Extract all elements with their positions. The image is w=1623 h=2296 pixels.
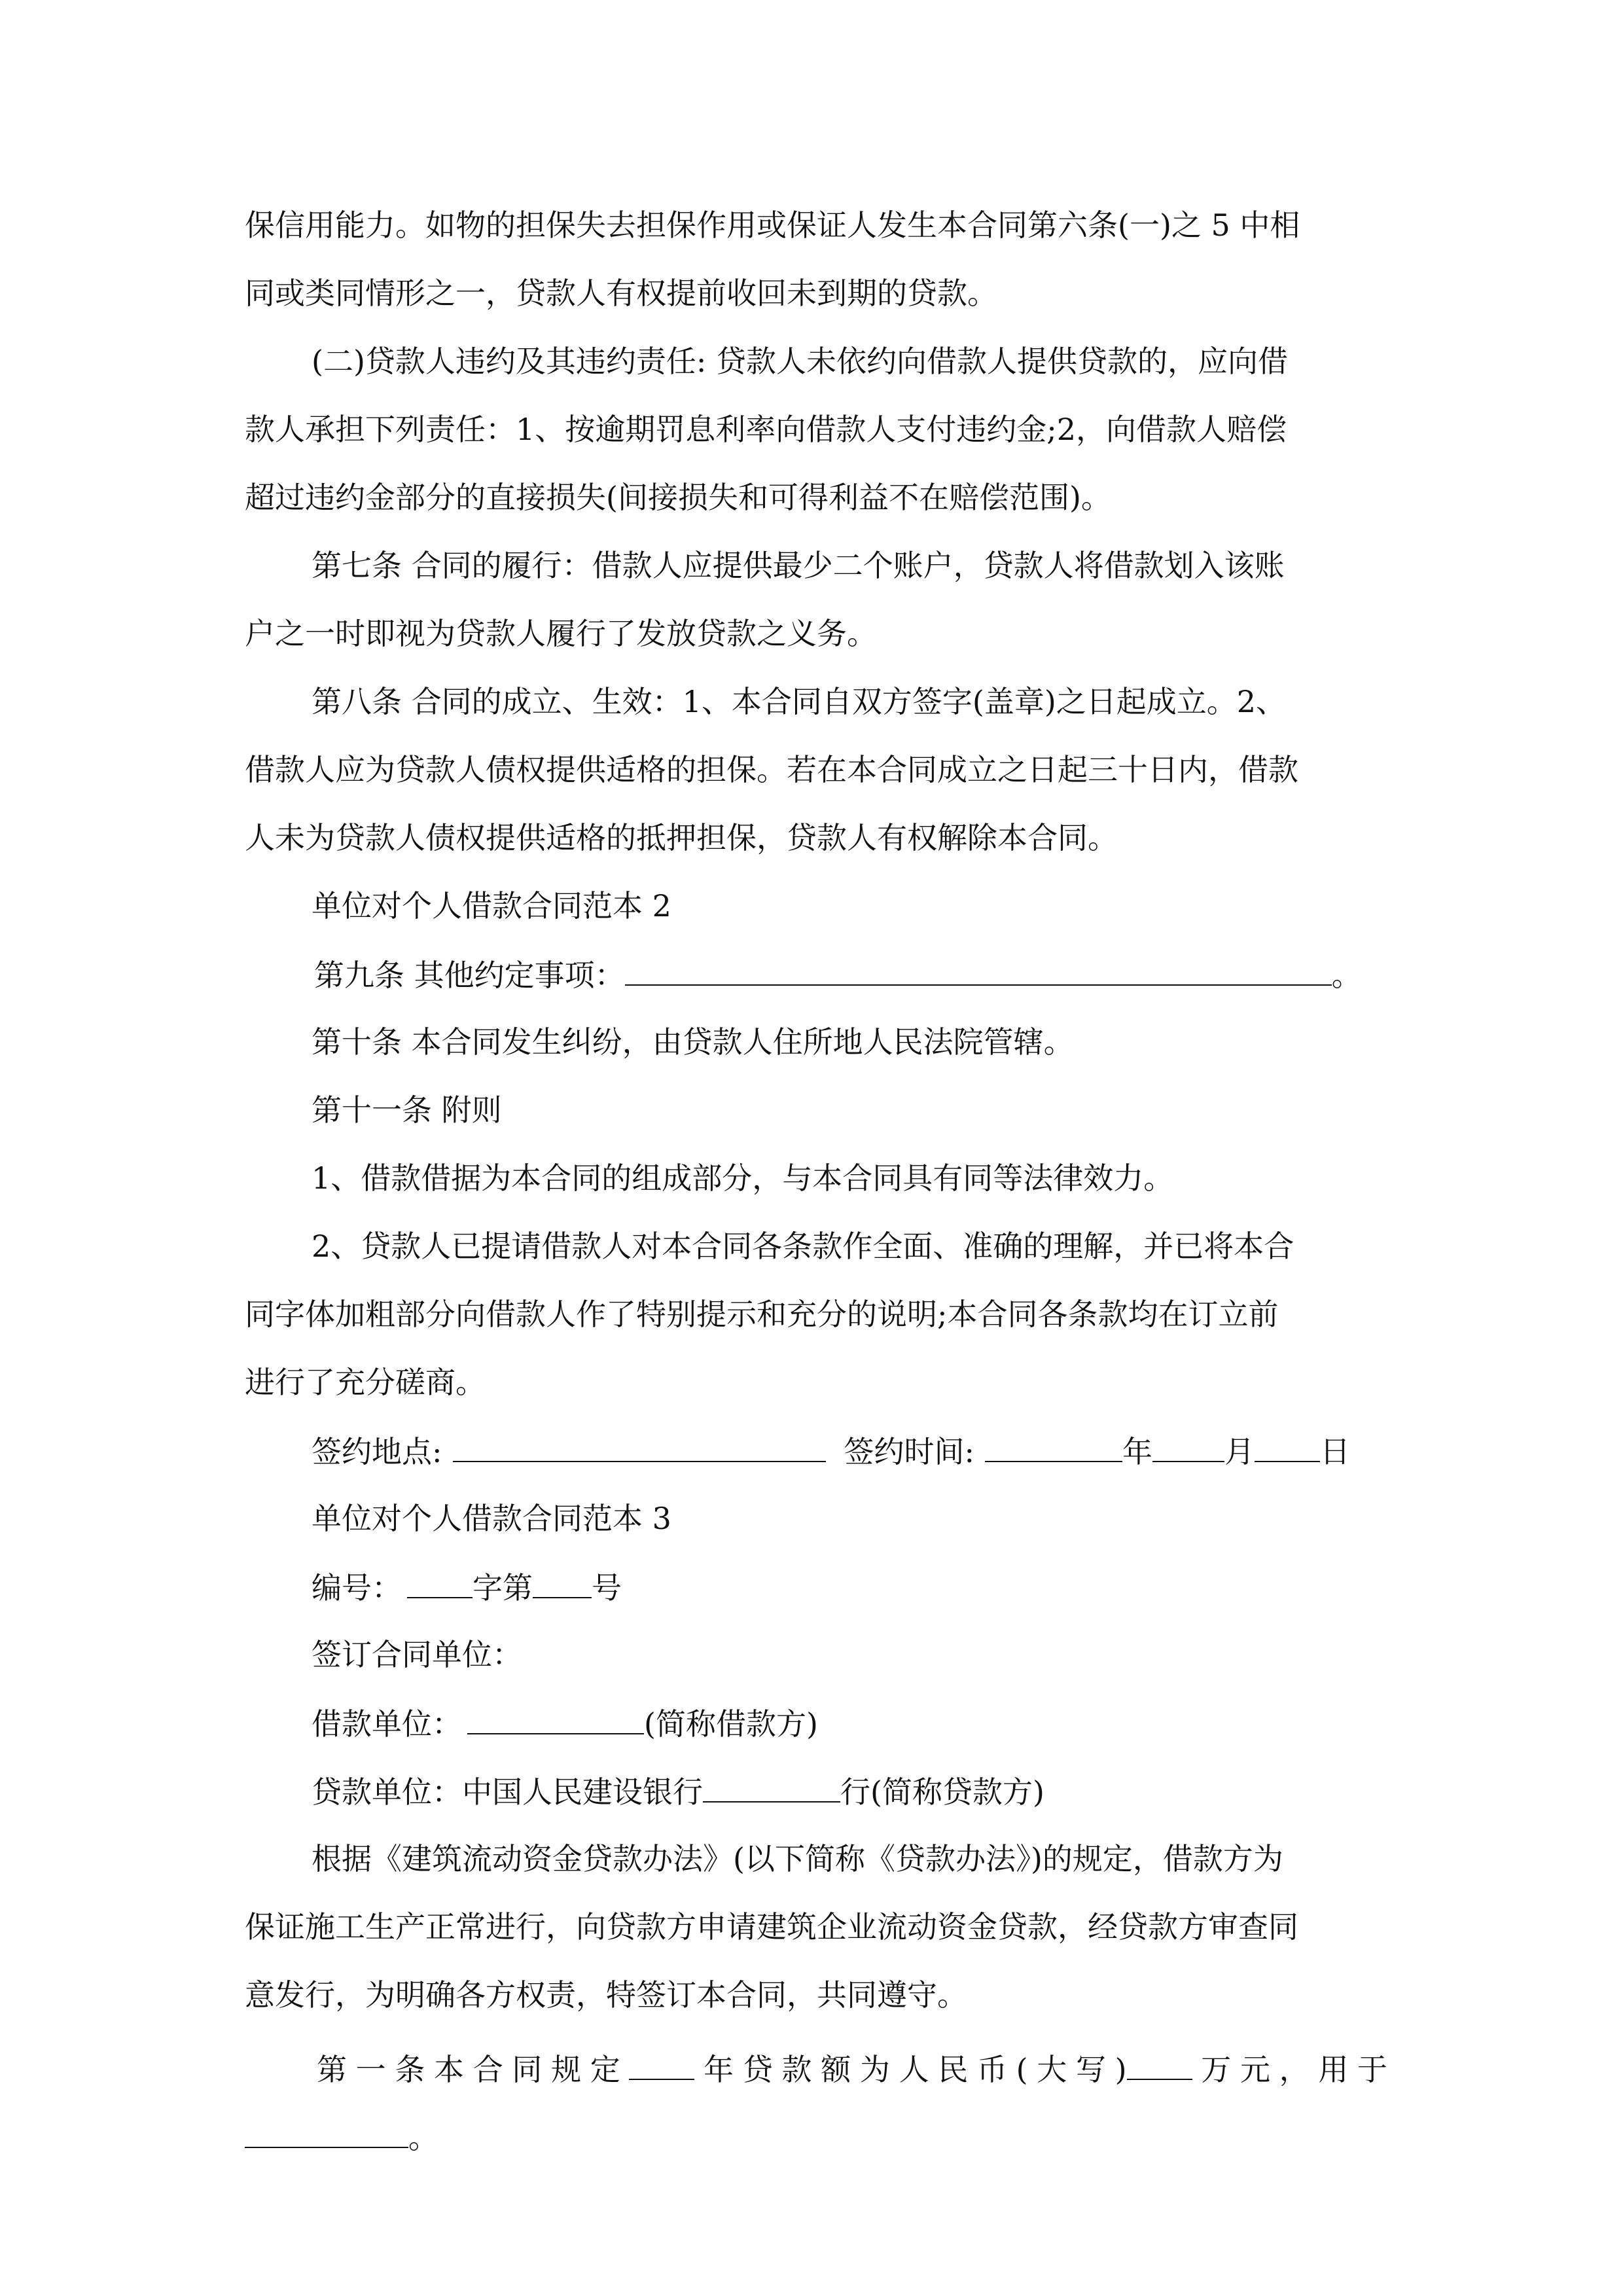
text-line: 超过违约金部分的直接损失(间接损失和可得利益不在赔偿范围)。 bbox=[245, 480, 1111, 515]
article-one-part: 万元，用于 bbox=[1192, 2052, 1388, 2087]
borrower-label: 借款单位： bbox=[312, 1706, 462, 1742]
article-one-part: 第一条本合同规定 bbox=[317, 2052, 630, 2087]
year-label: 年 bbox=[1122, 1434, 1152, 1469]
lender-blank bbox=[703, 1771, 840, 1803]
text-line: 人未为贷款人债权提供适格的抵押担保，贷款人有权解除本合同。 bbox=[245, 820, 1118, 855]
fill-blank bbox=[625, 954, 1332, 986]
text-line: 同字体加粗部分向借款人作了特别提示和充分的说明;本合同各条款均在订立前 bbox=[245, 1297, 1279, 1332]
text-line: 。 bbox=[408, 2120, 438, 2155]
year-blank bbox=[985, 1431, 1122, 1462]
text-line: 第九条 其他约定事项： bbox=[314, 958, 625, 993]
text-line: 1、借款借据为本合同的组成部分，与本合同具有同等法律效力。 bbox=[312, 1160, 1174, 1196]
purpose-line bbox=[245, 2117, 438, 2156]
text-line: 第十条 本合同发生纠纷，由贷款人住所地人民法院管辖。 bbox=[312, 1024, 1074, 1060]
lender-line bbox=[312, 1771, 1044, 1810]
text-line: 2、贷款人已提请借款人对本合同各条款作全面、准确的理解，并已将本合 bbox=[312, 1229, 1294, 1264]
lender-label: 贷款单位：中国人民建设银行 bbox=[312, 1774, 703, 1810]
amount-blank bbox=[1127, 2049, 1192, 2080]
number-suffix-label: 号 bbox=[592, 1570, 622, 1605]
article-one-text bbox=[317, 2049, 1387, 2089]
text-line: 第十一条 附则 bbox=[312, 1092, 502, 1128]
month-label: 月 bbox=[1224, 1434, 1255, 1469]
text-line: 意发行，为明确各方权责，特签订本合同，共同遵守。 bbox=[245, 1977, 967, 2013]
text-line: 借款人应为贷款人债权提供适格的担保。若在本合同成立之日起三十日内，借款 bbox=[245, 752, 1298, 787]
borrower-line bbox=[312, 1703, 818, 1742]
article-one-part: 年贷款额为人民币(大写) bbox=[694, 2052, 1127, 2087]
day-blank bbox=[1255, 1431, 1320, 1462]
text-line: 保证施工生产正常进行，向贷款方申请建筑企业流动资金贷款，经贷款方审查同 bbox=[245, 1909, 1298, 1945]
signing-place-blank bbox=[453, 1431, 826, 1462]
contract-number-line bbox=[312, 1567, 622, 1606]
number-blank bbox=[407, 1567, 473, 1598]
text-line: 保信用能力。如物的担保失去担保作用或保证人发生本合同第六条(一)之 5 中相 bbox=[245, 207, 1300, 243]
section-heading: 单位对个人借款合同范本 2 bbox=[312, 888, 671, 924]
signing-line bbox=[312, 1431, 1350, 1470]
text-line: 第七条 合同的履行：借款人应提供最少二个账户，贷款人将借款划入该账 bbox=[312, 548, 1285, 583]
section-heading: 单位对个人借款合同范本 3 bbox=[312, 1501, 671, 1536]
text-line: 签订合同单位： bbox=[312, 1637, 522, 1672]
borrower-blank bbox=[467, 1703, 644, 1734]
text-line: 根据《建筑流动资金贷款办法》(以下简称《贷款办法》)的规定，借款方为 bbox=[312, 1841, 1283, 1876]
borrower-abbr: (简称借款方) bbox=[644, 1706, 818, 1742]
text-line: 同或类同情形之一，贷款人有权提前收回未到期的贷款。 bbox=[245, 276, 997, 311]
text-line: 第八条 合同的成立、生效：1、本合同自双方签字(盖章)之日起成立。2、 bbox=[312, 684, 1287, 719]
purpose-blank bbox=[245, 2117, 408, 2148]
signing-time-label: 签约时间: bbox=[844, 1434, 974, 1469]
text-line: 户之一时即视为贷款人履行了发放贷款之义务。 bbox=[245, 616, 877, 651]
number-middle-label: 字第 bbox=[473, 1570, 533, 1605]
month-blank bbox=[1152, 1431, 1224, 1462]
number-blank bbox=[533, 1567, 592, 1598]
text-line: 。 bbox=[1331, 958, 1362, 993]
article-nine bbox=[314, 954, 1362, 994]
text-line: (二)贷款人违约及其违约责任: 贷款人未依约向借款人提供贷款的，应向借 bbox=[312, 344, 1289, 379]
signing-place-label: 签约地点: bbox=[312, 1434, 442, 1469]
number-label: 编号： bbox=[312, 1570, 402, 1605]
article-one-line bbox=[317, 2049, 1387, 2088]
year-count-blank bbox=[629, 2049, 694, 2080]
lender-abbr: 行(简称贷款方) bbox=[840, 1774, 1044, 1810]
day-label: 日 bbox=[1320, 1434, 1350, 1469]
text-line: 款人承担下列责任：1、按逾期罚息利率向借款人支付违约金;2，向借款人赔偿 bbox=[245, 412, 1287, 447]
text-line: 进行了充分磋商。 bbox=[245, 1365, 486, 1400]
